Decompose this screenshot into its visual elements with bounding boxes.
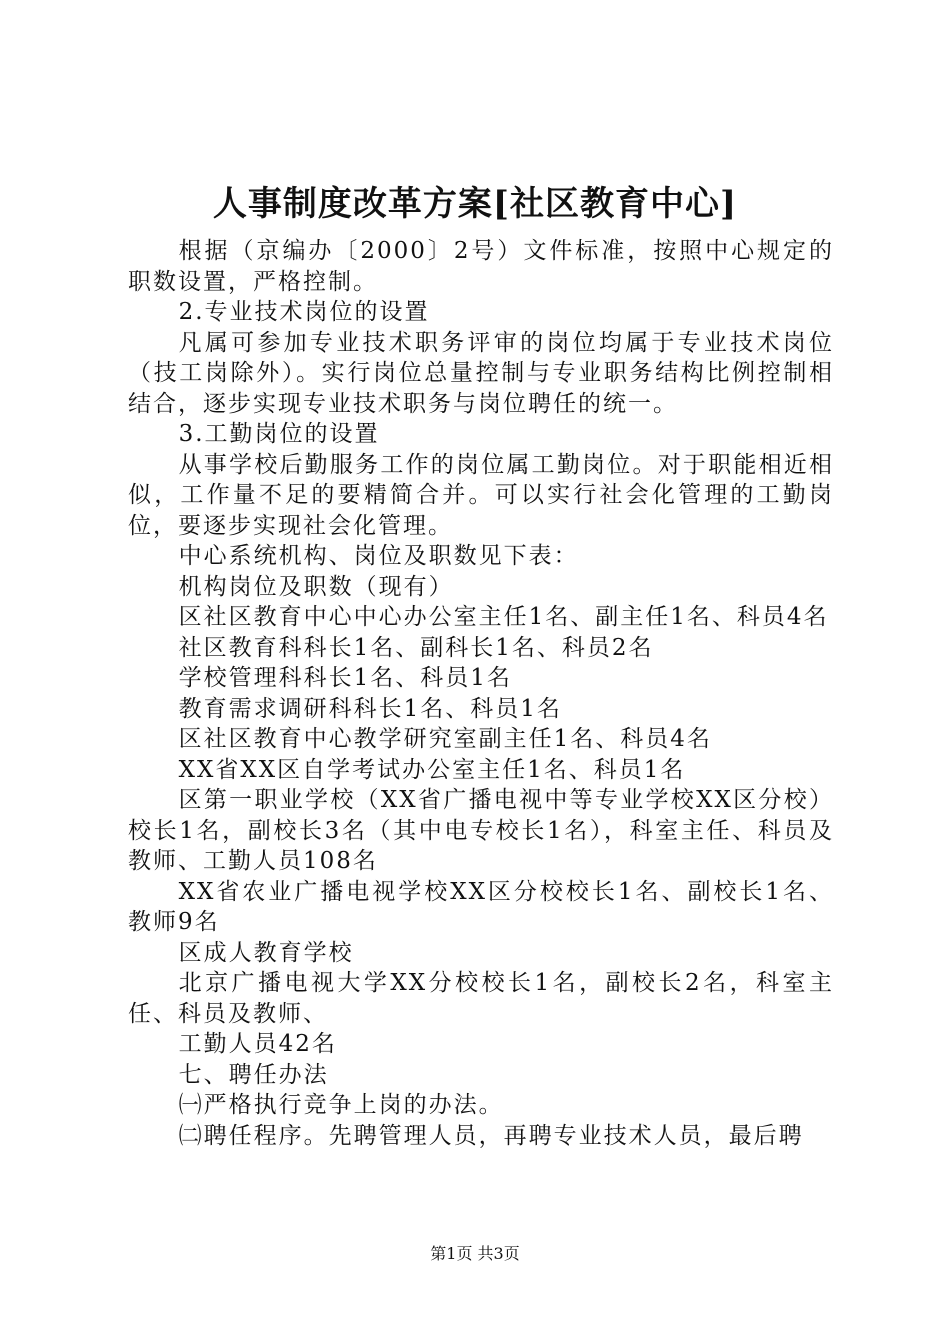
- document-body: [128, 236, 834, 1151]
- paragraph: 区社区教育中心中心办公室主任1名、副主任1名、科员4名: [178, 604, 829, 630]
- paragraph: 区成人教育学校: [178, 939, 354, 966]
- section-heading: 2.专业技术岗位的设置: [178, 299, 430, 325]
- paragraph: 北京广播电视大学XX分校校长1名，副校长2名，科室主任、科员及教师、: [128, 970, 834, 1027]
- paragraph: 机构岗位及职数（现有）: [178, 573, 454, 600]
- paragraph: 从事学校后勤服务工作的岗位属工勤岗位。对于职能相近相似，工作量不足的要精简合并。可以实行社会化管理的工勤岗位，要逐步实现社会化管理。: [128, 451, 834, 539]
- paragraph: XX省XX区自学考试办公室主任1名、科员1名: [178, 756, 686, 783]
- paragraph: 社区教育科科长1名、副科长1名、科员2名: [178, 634, 654, 661]
- page-indicator: 第1页 共3页: [430, 1244, 520, 1263]
- paragraph: 区第一职业学校（XX省广播电视中等专业学校XX区分校）校长1名，副校长3名（其中电专校长1名），科室主任、科员及教师、工勤人员108名: [128, 787, 834, 874]
- section-heading: 3.工勤岗位的设置: [178, 421, 380, 447]
- paragraph: XX省农业广播电视学校XX区分校校长1名、副校长1名、教师9名: [128, 878, 834, 935]
- paragraph: 学校管理科科长1名、科员1名: [178, 665, 512, 691]
- paragraph: 中心系统机构、岗位及职数见下表：: [178, 543, 579, 569]
- paragraph: 区社区教育中心教学研究室副主任1名、科员4名: [178, 726, 712, 752]
- page-title: 人事制度改革方案[社区教育中心]: [212, 184, 738, 224]
- paragraph: ㈡聘任程序。先聘管理人员，再聘专业技术人员，最后聘: [178, 1122, 804, 1149]
- section-heading: 七、聘任办法: [178, 1061, 329, 1088]
- paragraph: 凡属可参加专业技术职务评审的岗位均属于专业技术岗位（技工岗除外）。实行岗位总量控制与专业职务结构比例控制相结合，逐步实现专业技术职务与岗位聘任的统一。: [128, 329, 834, 417]
- paragraph: 教育需求调研科科长1名、科员1名: [178, 695, 562, 722]
- paragraph: 工勤人员42名: [178, 1031, 337, 1057]
- page-footer: [0, 1243, 950, 1265]
- paragraph: 根据（京编办〔2000〕2号）文件标准，按照中心规定的职数设置，严格控制。: [128, 238, 834, 295]
- paragraph: ㈠严格执行竞争上岗的办法。: [178, 1092, 504, 1118]
